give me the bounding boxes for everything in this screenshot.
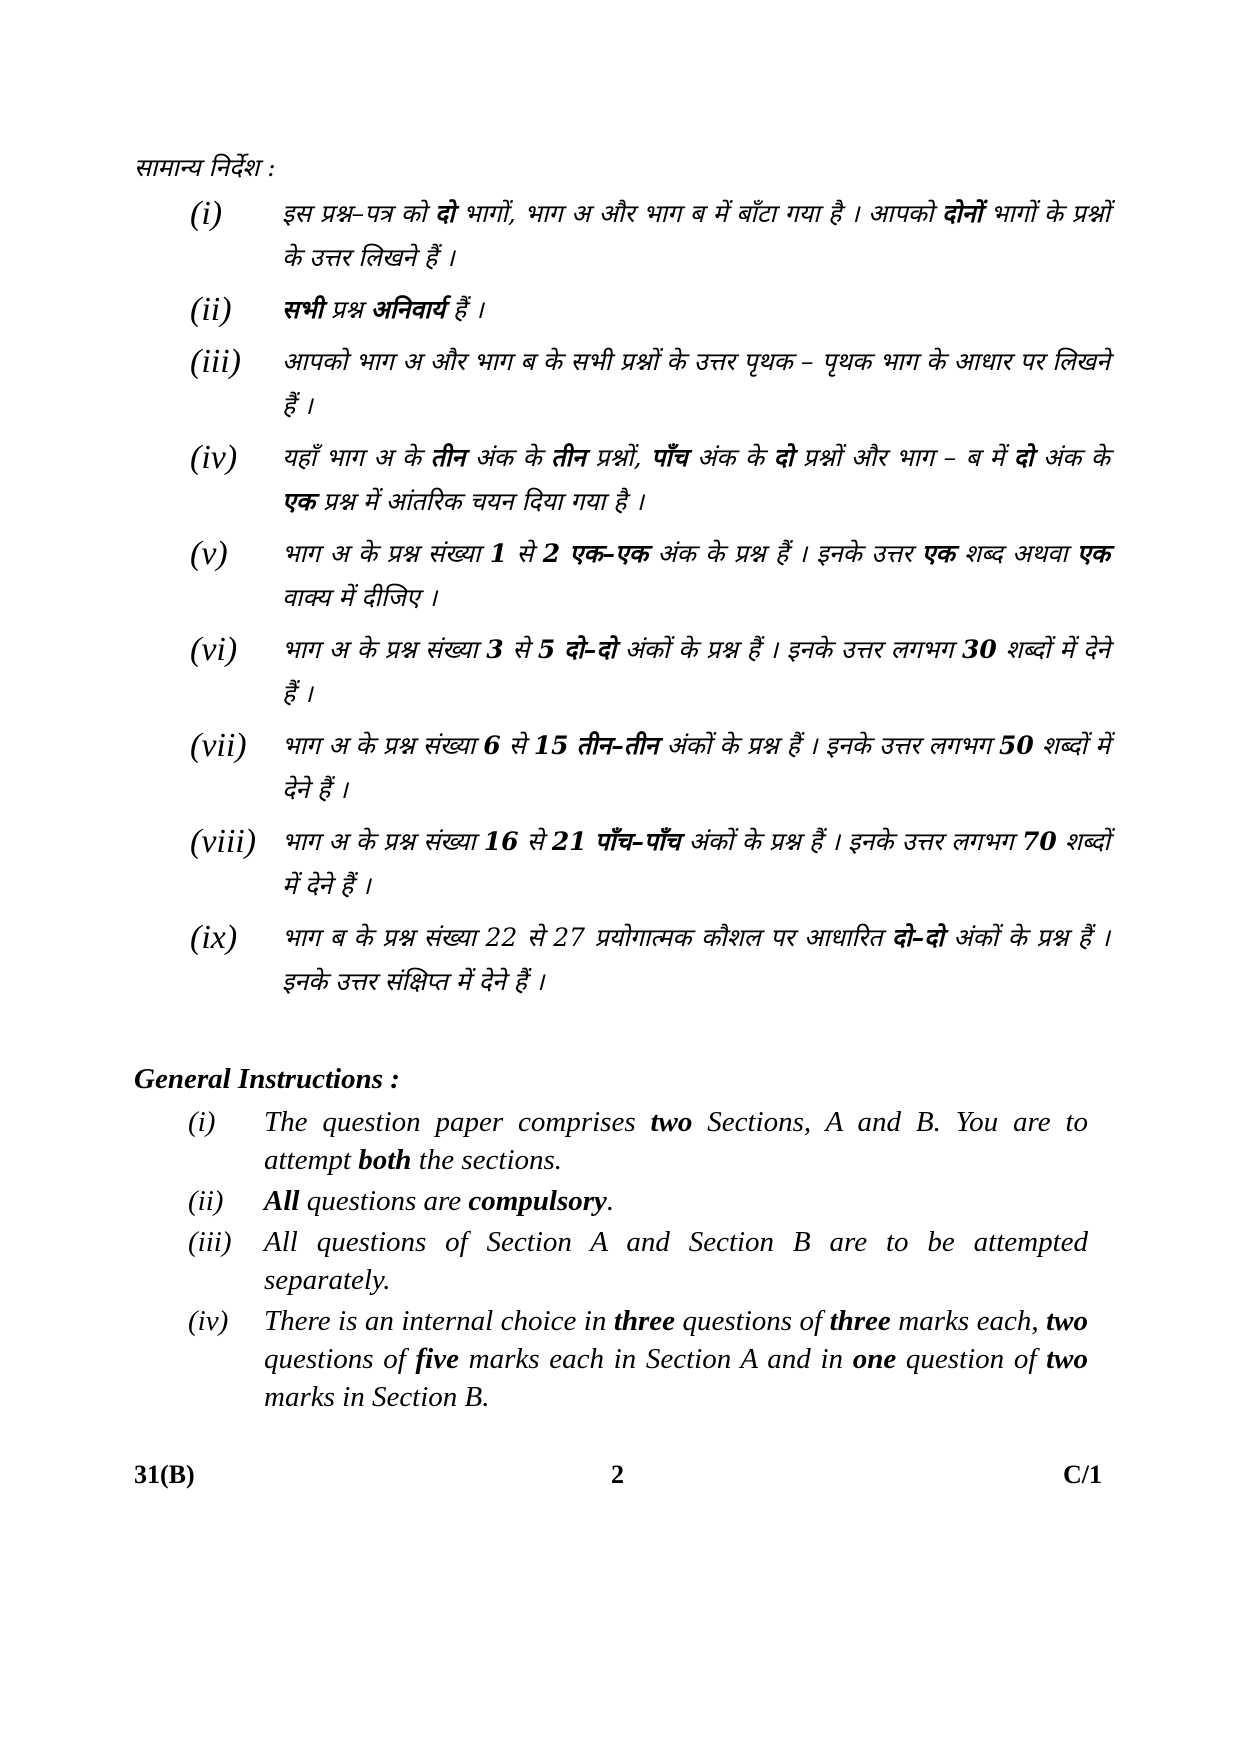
text-segment: [587, 827, 595, 856]
hindi-instruction-number: (ii): [190, 291, 232, 328]
text-segment: अंकों के प्रश्न हैं । इनके उत्तर लगभग: [658, 731, 1000, 760]
hindi-instruction-text: [282, 192, 1110, 280]
hindi-instruction-item: [190, 532, 1110, 620]
hindi-instruction-number: (ix): [190, 919, 238, 956]
hindi-instruction-text: [282, 288, 1110, 332]
text-segment: अंक के: [1033, 443, 1110, 472]
emphasis-text: दो: [1013, 443, 1034, 472]
hindi-instruction-text: [282, 916, 1110, 1004]
emphasis-text: तीन: [430, 443, 466, 472]
text-segment: अंक के: [687, 443, 774, 472]
emphasis-text: five: [415, 1343, 459, 1375]
emphasis-text: All: [264, 1185, 300, 1217]
emphasis-text: three: [613, 1305, 676, 1337]
emphasis-text: 21: [551, 827, 587, 856]
text-segment: से: [518, 827, 552, 856]
emphasis-text: पाँच: [651, 443, 688, 472]
english-instruction-number: (i): [188, 1106, 216, 1138]
hindi-instruction-number: (vii): [190, 727, 247, 764]
hindi-instruction-number: (iii): [190, 343, 241, 380]
emphasis-text: दो: [773, 443, 794, 472]
emphasis-text: 50: [999, 731, 1034, 760]
hindi-instruction-item: [190, 916, 1110, 1004]
hindi-instruction-number: (viii): [190, 823, 257, 860]
text-segment: अंक के प्रश्न हैं । इनके उत्तर: [648, 539, 922, 568]
paper-code: 31(B): [134, 1460, 195, 1489]
text-segment: प्रश्नों और भाग – ब में: [793, 443, 1014, 472]
emphasis-text: 16: [483, 827, 519, 856]
text-segment: भागों, भाग अ और भाग ब में बाँटा गया है । आपको: [454, 199, 943, 228]
emphasis-text: 3: [486, 635, 504, 664]
emphasis-text: सभी: [282, 295, 323, 324]
emphasis-text: एक: [282, 487, 316, 516]
english-instruction-item: [188, 1302, 1088, 1416]
hindi-instruction-number: (v): [190, 535, 228, 572]
english-instruction-text: [264, 1302, 1088, 1416]
text-segment: [560, 539, 569, 568]
hindi-instruction-item: [190, 436, 1110, 524]
english-instruction-item: [188, 1182, 1088, 1220]
emphasis-text: three: [829, 1305, 891, 1337]
english-instructions-heading: General Instructions :: [134, 1063, 400, 1095]
emphasis-text: 5: [537, 635, 556, 664]
text-segment: भाग अ के प्रश्न संख्या: [282, 539, 490, 568]
english-instruction-item: [188, 1103, 1088, 1179]
text-segment: .: [606, 1185, 615, 1217]
text-segment: All questions of Section A and Section B are to be attempted separately.: [264, 1226, 1088, 1296]
hindi-instruction-item: [190, 192, 1110, 280]
hindi-instruction-number: (iv): [190, 439, 238, 476]
text-segment: [555, 635, 564, 664]
english-instruction-text: [264, 1223, 1088, 1299]
emphasis-text: 70: [1021, 827, 1057, 856]
emphasis-text: दो: [434, 199, 455, 228]
text-segment: अंकों के प्रश्न हैं । इनके उत्तर लगभग: [680, 827, 1022, 856]
hindi-instructions-list: [190, 192, 1110, 1012]
emphasis-text: दोनों: [942, 199, 983, 228]
text-segment: questions of: [264, 1343, 416, 1375]
emphasis-text: अनिवार्य: [370, 295, 446, 324]
text-segment: अंकों के प्रश्न हैं । इनके उत्तर लगभग: [616, 635, 962, 664]
emphasis-text: one: [852, 1343, 897, 1375]
text-segment: शब्दों में देने हैं ।: [282, 731, 1111, 804]
emphasis-text: two: [1046, 1343, 1088, 1375]
text-segment: से: [503, 635, 538, 664]
text-segment: questions of: [675, 1305, 830, 1337]
text-segment: The question paper comprises: [264, 1106, 651, 1138]
hindi-instruction-item: [190, 340, 1110, 428]
text-segment: question of: [896, 1343, 1047, 1375]
text-segment: There is an internal choice in: [264, 1305, 614, 1337]
text-segment: Sections, A and B. You are to attempt: [264, 1106, 1088, 1176]
hindi-instruction-text: [282, 628, 1110, 716]
emphasis-text: दो–दो: [564, 635, 617, 664]
text-segment: शब्दों में देने हैं ।: [282, 635, 1110, 708]
emphasis-text: 2: [542, 539, 561, 568]
hindi-instruction-number: (i): [190, 195, 223, 232]
text-segment: questions are: [299, 1185, 469, 1217]
text-segment: marks in Section B.: [264, 1381, 490, 1413]
set-code: C/1: [1063, 1460, 1102, 1489]
text-segment: भाग ब के प्रश्न संख्या 22 से 27 प्रयोगात्मक कौशल पर आधारित: [282, 923, 892, 952]
emphasis-text: two: [650, 1106, 693, 1138]
hindi-instruction-text: [282, 820, 1110, 908]
emphasis-text: 15: [533, 731, 569, 760]
hindi-instruction-item: [190, 288, 1110, 332]
hindi-instruction-item: [190, 820, 1110, 908]
emphasis-text: 6: [483, 731, 501, 760]
english-instruction-number: (ii): [188, 1185, 224, 1217]
english-instruction-text: [264, 1103, 1088, 1179]
emphasis-text: एक: [1076, 539, 1110, 568]
emphasis-text: two: [1046, 1305, 1088, 1337]
emphasis-text: both: [358, 1144, 412, 1176]
hindi-instruction-item: [190, 724, 1110, 812]
hindi-instruction-item: [190, 628, 1110, 716]
english-instruction-text: [264, 1182, 1088, 1220]
emphasis-text: 30: [961, 635, 997, 664]
emphasis-text: एक: [921, 539, 955, 568]
text-segment: भाग अ के प्रश्न संख्या: [282, 731, 484, 760]
emphasis-text: एक–एक: [569, 539, 649, 568]
text-segment: से: [500, 731, 534, 760]
english-instructions-list: [188, 1103, 1088, 1419]
emphasis-text: तीन–तीन: [576, 731, 659, 760]
text-segment: वाक्य में दीजिए ।: [282, 583, 438, 612]
text-segment: प्रश्न में आंतरिक चयन दिया गया है ।: [315, 487, 644, 516]
emphasis-text: पाँच–पाँच: [594, 827, 681, 856]
english-instruction-number: (iii): [188, 1226, 232, 1258]
hindi-instruction-text: [282, 724, 1110, 812]
text-segment: शब्द अथवा: [954, 539, 1077, 568]
text-segment: शब्दों में देने हैं ।: [282, 827, 1110, 900]
text-segment: से: [507, 539, 543, 568]
text-segment: हैं ।: [445, 295, 484, 324]
emphasis-text: 1: [489, 539, 508, 568]
text-segment: भाग अ के प्रश्न संख्या: [282, 635, 487, 664]
text-segment: the sections.: [411, 1144, 563, 1176]
hindi-instruction-number: (vi): [190, 631, 238, 668]
text-segment: प्रश्न: [322, 295, 371, 324]
text-segment: अंकों के प्रश्न हैं । इनके उत्तर संक्षिप्त में देने हैं ।: [282, 923, 1111, 996]
text-segment: प्रश्नों,: [585, 443, 652, 472]
text-segment: [569, 731, 577, 760]
text-segment: अंक के: [465, 443, 552, 472]
hindi-instructions-heading: सामान्य निर्देश :: [134, 153, 276, 182]
text-segment: marks each,: [890, 1305, 1047, 1337]
text-segment: भागों के प्रश्नों के उत्तर लिखने हैं ।: [282, 199, 1110, 272]
text-segment: भाग अ के प्रश्न संख्या: [282, 827, 484, 856]
text-segment: यहाँ भाग अ के: [282, 443, 431, 472]
hindi-instruction-text: [282, 436, 1110, 524]
hindi-instruction-text: [282, 532, 1110, 620]
page-number: 2: [611, 1460, 624, 1489]
hindi-instruction-text: [282, 340, 1110, 428]
emphasis-text: तीन: [551, 443, 586, 472]
english-instruction-item: [188, 1223, 1088, 1299]
emphasis-text: compulsory: [468, 1185, 607, 1217]
text-segment: इस प्रश्न–पत्र को: [282, 199, 435, 228]
text-segment: marks each in Section A and in: [458, 1343, 853, 1375]
english-instruction-number: (iv): [188, 1305, 229, 1337]
emphasis-text: दो–दो: [891, 923, 944, 952]
text-segment: आपको भाग अ और भाग ब के सभी प्रश्नों के उत्तर पृथक – पृथक भाग के आधार पर लिखने हैं ।: [282, 347, 1110, 420]
